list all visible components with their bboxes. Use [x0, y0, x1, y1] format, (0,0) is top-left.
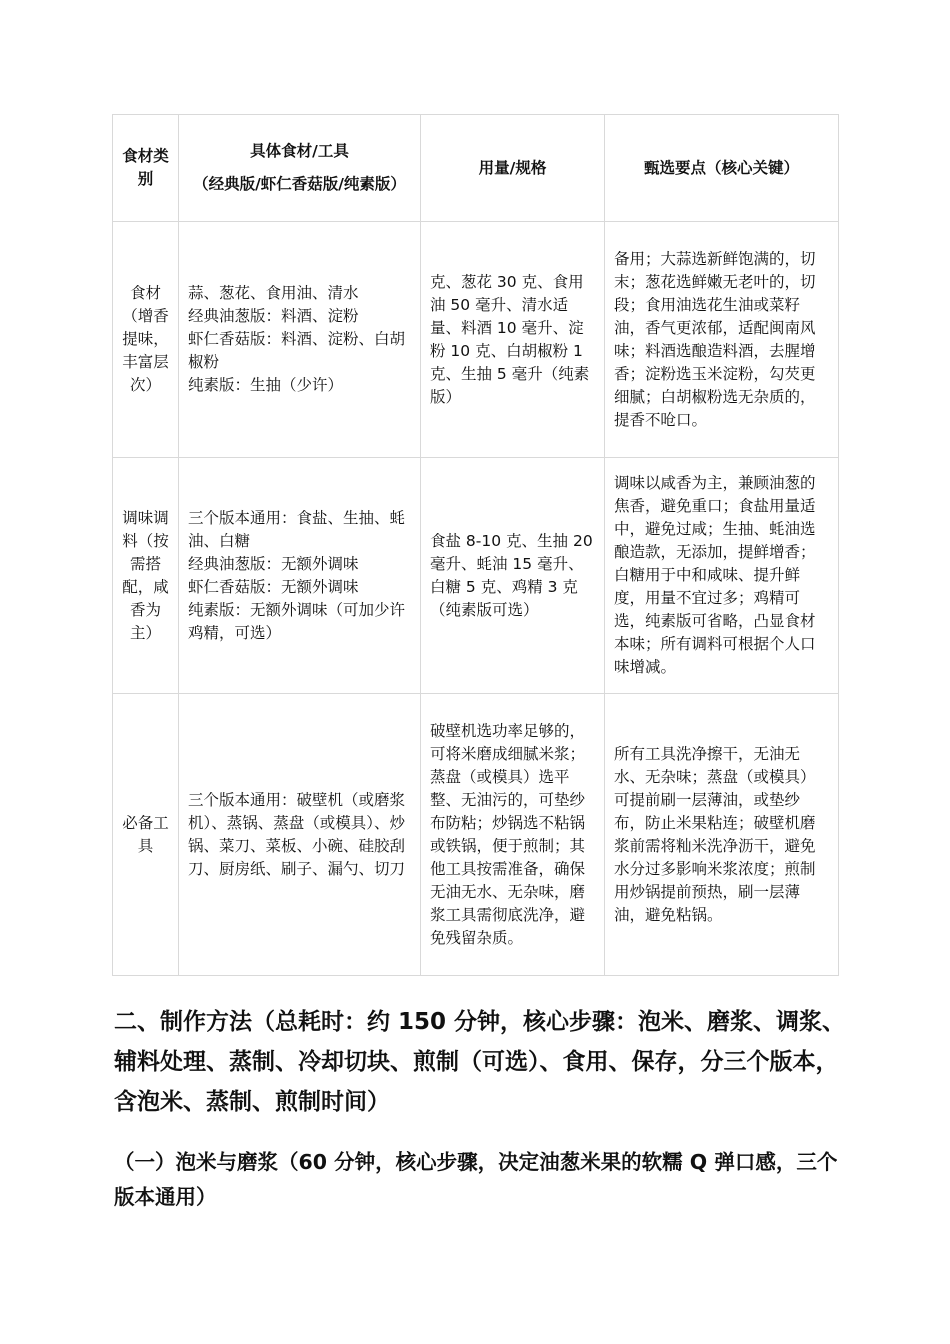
header-items-title: 具体食材/工具 [250, 142, 349, 160]
header-items [179, 115, 421, 222]
row-category: 调味调料（按需搭配，咸香为主） [113, 458, 179, 694]
header-quantity: 用量/规格 [421, 115, 605, 222]
subsection-title: （一）泡米与磨浆（60 分钟，核心步骤，决定油葱米果的软糯 Q 弹口感，三个版本通用） [114, 1150, 838, 1209]
row-quantity: 克、葱花 30 克、食用油 50 毫升、清水适量、料酒 10 毫升、淀粉 10 克、白胡椒粉 1 克、生抽 5 毫升（纯素版） [421, 222, 605, 458]
header-items-versions: （经典版/虾仁香菇版/纯素版） [193, 175, 406, 193]
item-line: 三个版本通用：食盐、生抽、蚝油、白糖 [188, 508, 406, 550]
row-items [179, 694, 421, 976]
item-line: 虾仁香菇版：料酒、淀粉、白胡椒粉 [188, 330, 406, 371]
row-quantity: 食盐 8-10 克、生抽 20 毫升、蚝油 15 毫升、白糖 5 克、鸡精 3 克（纯素版可选） [421, 458, 605, 694]
item-line: 经典油葱版：无额外调味 [188, 554, 359, 573]
item-line: 三个版本通用：破壁机（或磨浆机）、蒸锅、蒸盘（或模具）、炒锅、菜刀、菜板、小碗、硅胶刮刀、厨房纸、刷子、漏勺、切刀 [188, 790, 406, 878]
row-tips: 备用；大蒜选新鲜饱满的，切末；葱花选鲜嫩无老叶的，切段；食用油选花生油或菜籽油，香气更浓郁，适配闽南风味；料酒选酿造料酒，去腥增香；淀粉选玉米淀粉，勾芡更细腻；白胡椒粉选无杂质的，提香不呛口。 [605, 222, 839, 458]
item-line: 虾仁香菇版：无额外调味 [188, 577, 359, 596]
row-quantity: 破壁机选功率足够的，可将米磨成细腻米浆；蒸盘（或模具）选平整、无油污的，可垫纱布防粘；炒锅选不粘锅或铁锅，便于煎制；其他工具按需准备，确保无油无水、无杂味，磨浆工具需彻底洗净，避免残留杂质。 [421, 694, 605, 976]
item-line: 经典油葱版：料酒、淀粉 [188, 307, 359, 325]
row-category: 食材（增香提味，丰富层次） [113, 222, 179, 458]
header-tips: 甄选要点（核心关键） [605, 115, 839, 222]
row-category: 必备工具 [113, 694, 179, 976]
table-row [113, 222, 839, 458]
row-tips: 所有工具洗净擦干，无油无水、无杂味；蒸盘（或模具）可提前刷一层薄油，或垫纱布，防止米果粘连；破壁机磨浆前需将籼米洗净沥干，避免水分过多影响米浆浓度；煎制用炒锅提前预热，刷一层薄油，避免粘锅。 [605, 694, 839, 976]
row-items [179, 458, 421, 694]
section-title: 二、制作方法（总耗时：约 150 分钟，核心步骤：泡米、磨浆、调浆、辅料处理、蒸制、冷却切块、煎制（可选）、食用、保存，分三个版本，含泡米、蒸制、煎制时间） [114, 1009, 846, 1115]
row-items [179, 222, 421, 458]
item-line: 纯素版：生抽（少许） [188, 376, 344, 394]
table-row [113, 694, 839, 976]
table-row [113, 458, 839, 694]
row-tips: 调味以咸香为主，兼顾油葱的焦香，避免重口；食盐用量适中，避免过咸；生抽、蚝油选酿造款，无添加，提鲜增香；白糖用于中和咸味、提升鲜度，用量不宜过多；鸡精可选，纯素版可省略，凸显食材本味；所有调料可根据个人口味增减。 [605, 458, 839, 694]
item-line: 蒜、葱花、食用油、清水 [188, 284, 359, 302]
ingredients-tools-table [112, 114, 839, 976]
table-header-row [113, 115, 839, 222]
item-line: 纯素版：无额外调味（可加少许鸡精，可选） [188, 600, 406, 642]
header-category: 食材类别 [113, 115, 179, 222]
